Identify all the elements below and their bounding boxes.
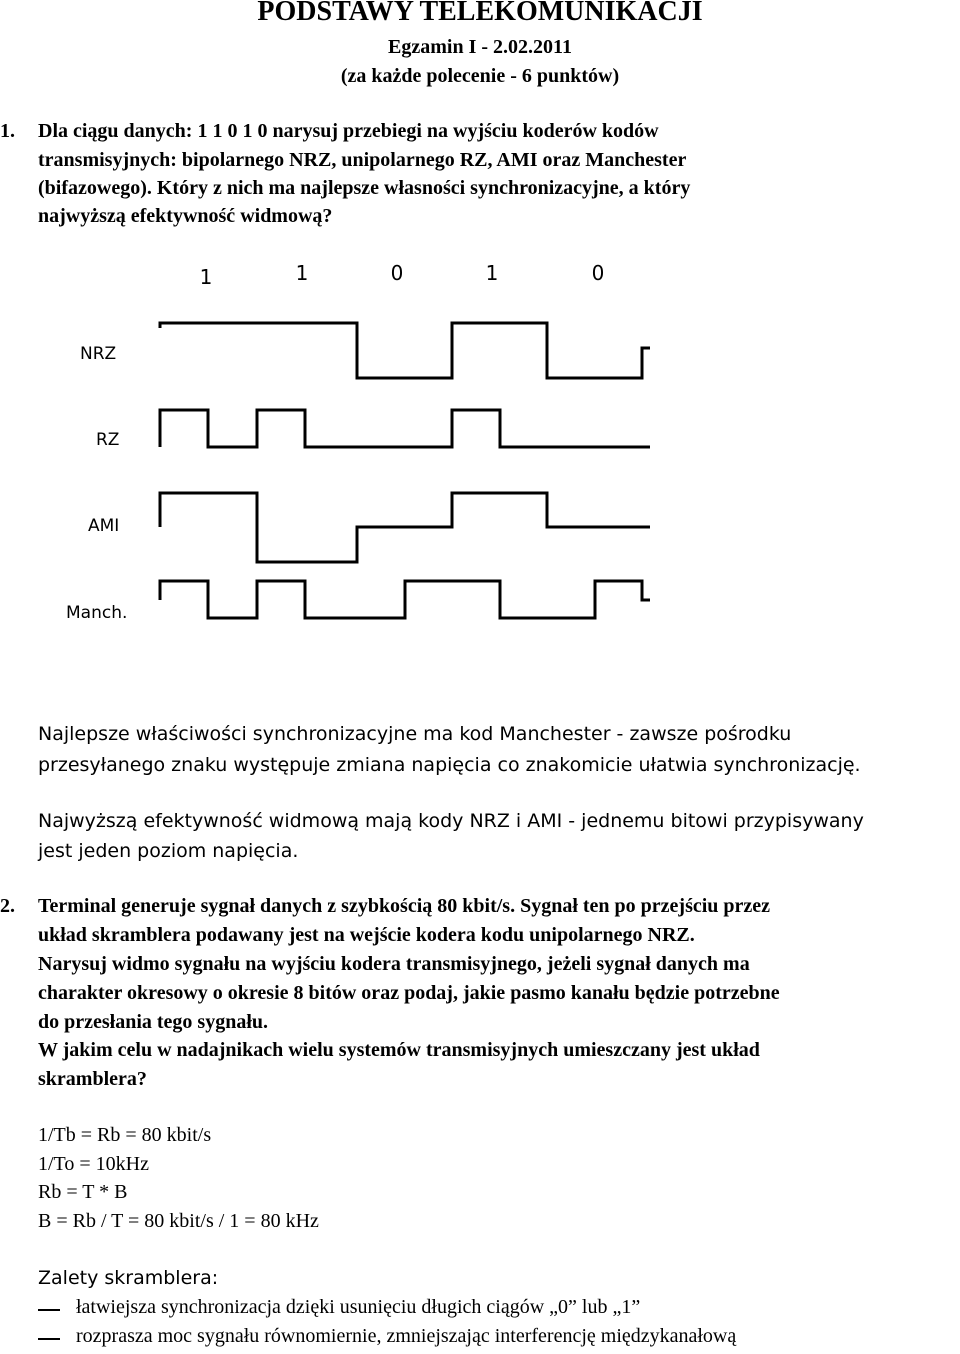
q2-line: charakter okresowy o okresie 8 bitów oraz podaj, jakie pasmo kanału będzie potrzebne [38,982,780,1004]
advantages-heading: Zalety skramblera: [38,1267,219,1289]
q2-line: Terminal generuje sygnał danych z szybkością 80 kbit/s. Sygnał ten po przejściu przez [38,895,771,917]
nrz-label: NRZ [80,344,117,364]
rz-label: RZ [96,430,120,450]
q2-line: Narysuj widmo sygnału na wyjściu kodera transmisyjnego, jeżeli sygnał danych ma [38,953,750,975]
q1-number: 1. [0,120,15,142]
answer1-line: Najwyższą efektywność widmową mają kody NRZ i AMI - jednemu bitowi przypisywany [38,810,864,832]
formula-line: B = Rb / T = 80 kbit/s / 1 = 80 kHz [38,1210,319,1232]
bit-label: 0 [591,261,605,285]
manchester-waveform [160,581,650,618]
bit-label: 0 [390,261,404,285]
q2-line: układ skramblera podawany jest na wejście kodera kodu unipolarnego NRZ. [38,924,695,946]
nrz-waveform [160,323,650,378]
q1-line: transmisyjnych: bipolarnego NRZ, unipolarnego RZ, AMI oraz Manchester [38,149,687,171]
bit-label: 1 [295,261,309,285]
answer1-line: przesyłanego znaku występuje zmiana napięcia co znakomicie ułatwia synchronizację. [38,754,861,776]
ami-waveform [160,493,650,562]
bit-label: 1 [485,261,499,285]
ami-label: AMI [88,516,120,536]
q1-line: najwyższą efektywność widmową? [38,205,333,227]
answer1-line: jest jeden poziom napięcia. [38,840,299,862]
q2-line: skramblera? [38,1068,147,1090]
bit-label: 1 [199,265,213,289]
exam-date: Egzamin I - 2.02.2011 [388,36,572,58]
formula-line: Rb = T * B [38,1181,128,1203]
rz-waveform [160,410,650,447]
q1-line: (bifazowego). Który z nich ma najlepsze własności synchronizacyjne, a który [38,177,691,199]
points-note: (za każde polecenie - 6 punktów) [340,65,620,87]
formula-line: 1/Tb = Rb = 80 kbit/s [38,1124,212,1146]
q2-number: 2. [0,895,15,917]
q1-line: Dla ciągu danych: 1 1 0 1 0 narysuj przebiegi na wyjściu koderów kodów [38,120,659,142]
list-dash-icon [38,1338,60,1340]
formula-line: 1/To = 10kHz [38,1153,149,1175]
advantage-item: łatwiejsza synchronizacja dzięki usunięciu długich ciągów „0” lub „1” [76,1296,641,1318]
page-title: PODSTAWY TELEKOMUNIKACJI [257,0,703,27]
answer1-line: Najlepsze właściwości synchronizacyjne ma kod Manchester - zawsze pośrodku [38,723,792,745]
list-dash-icon [38,1309,60,1311]
advantage-item: rozprasza moc sygnału równomiernie, zmniejszając interferencję międzykanałową [76,1325,737,1347]
manch-label: Manch. [66,603,128,623]
q2-line: W jakim celu w nadajnikach wielu systemów transmisyjnych umieszczany jest układ [38,1039,760,1061]
q2-line: do przesłania tego sygnału. [38,1011,269,1033]
